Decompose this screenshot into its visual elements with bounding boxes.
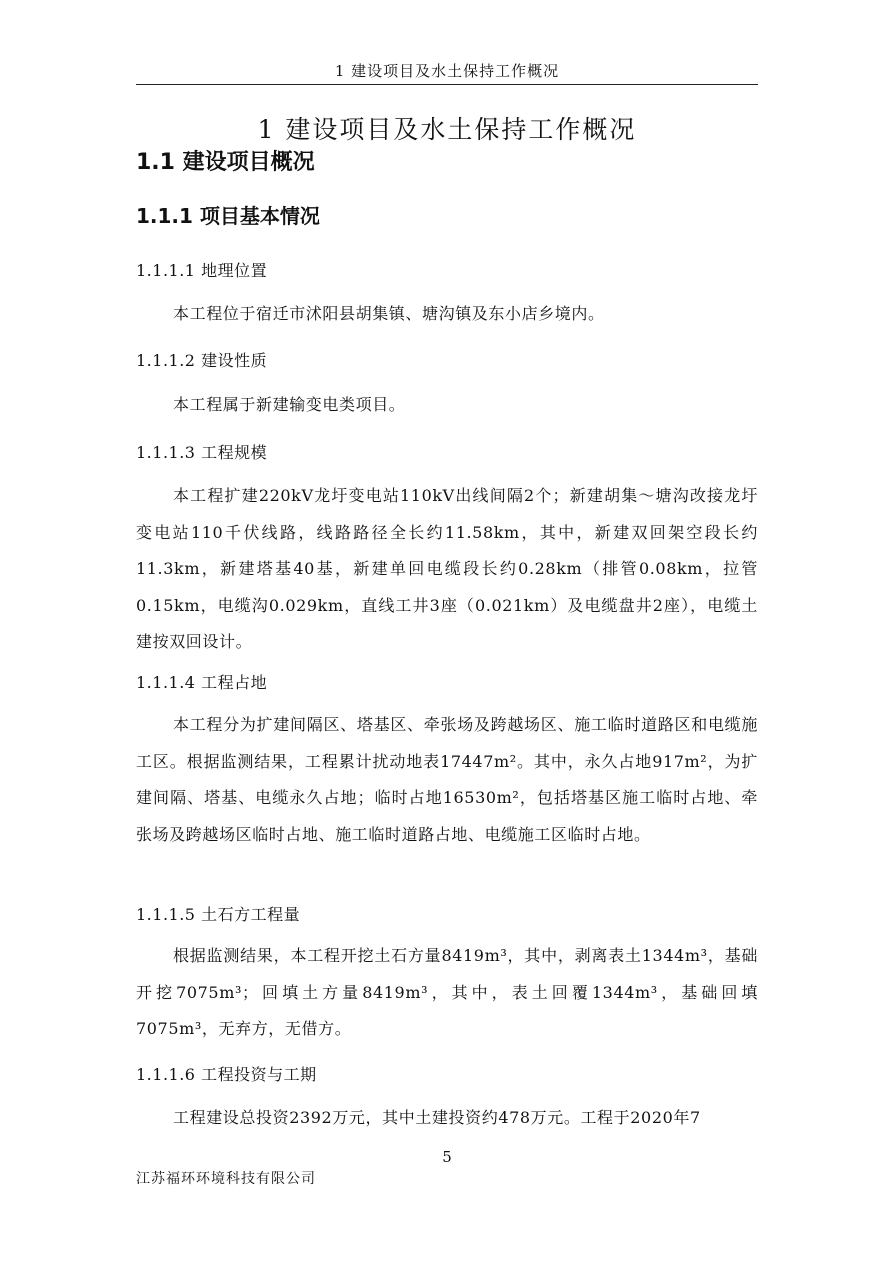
paragraph-scale: 本工程扩建220kV龙圩变电站110kV出线间隔2个；新建胡集～塘沟改接龙圩变电站110千伏线路，线路路径全长约11.58km，其中，新建双回架空段长约11.3km，新建塔基40基，新建单回电缆段长约0.28km（排管0.08km，拉管0.15km，电缆沟0.029km，直线工井3座（0.021km）及电缆盘井2座），电缆土建按双回设计。: [136, 486, 758, 651]
footer-company-name: 江苏福环环境科技有限公司: [136, 1171, 316, 1187]
subsection-heading-nature: 1.1.1.2 建设性质: [136, 351, 268, 370]
running-header: 1 建设项目及水土保持工作概况: [334, 62, 560, 80]
paragraph-earthwork: 根据监测结果，本工程开挖土石方量8419m³，其中，剥离表土1344m³，基础开挖7075m³；回填土方量8419m³，其中，表土回覆1344m³，基础回填7075m³，无弃方，无借方。: [136, 946, 758, 1038]
subsection-heading-scale: 1.1.1.3 工程规模: [136, 443, 268, 462]
section-heading-1-1: 1.1 建设项目概况: [136, 150, 315, 175]
subsection-heading-earthwork: 1.1.1.5 土石方工程量: [136, 905, 301, 924]
paragraph-land-use: 本工程分为扩建间隔区、塔基区、牵张场及跨越场区、施工临时道路区和电缆施工区。根据监测结果，工程累计扰动地表17447m²。其中，永久占地917m²，为扩建间隔、塔基、电缆永久占地；临时占地16530m²，包括塔基区施工临时占地、牵张场及跨越场区临时占地、施工临时道路占地、电缆施工区临时占地。: [136, 715, 758, 844]
paragraph-nature: 本工程属于新建输变电类项目。: [173, 395, 406, 414]
subsection-heading-land-use: 1.1.1.4 工程占地: [136, 673, 268, 692]
page-number: 5: [442, 1148, 452, 1166]
chapter-title: 1 建设项目及水土保持工作概况: [257, 115, 637, 144]
subsection-heading-investment: 1.1.1.6 工程投资与工期: [136, 1065, 317, 1084]
subsection-heading-location: 1.1.1.1 地理位置: [136, 261, 268, 280]
paragraph-investment: 工程建设总投资2392万元，其中土建投资约478万元。工程于2020年7: [173, 1108, 701, 1127]
paragraph-location: 本工程位于宿迁市沭阳县胡集镇、塘沟镇及东小店乡境内。: [173, 304, 605, 323]
section-heading-1-1-1: 1.1.1 项目基本情况: [136, 204, 320, 228]
header-rule: [136, 84, 758, 85]
